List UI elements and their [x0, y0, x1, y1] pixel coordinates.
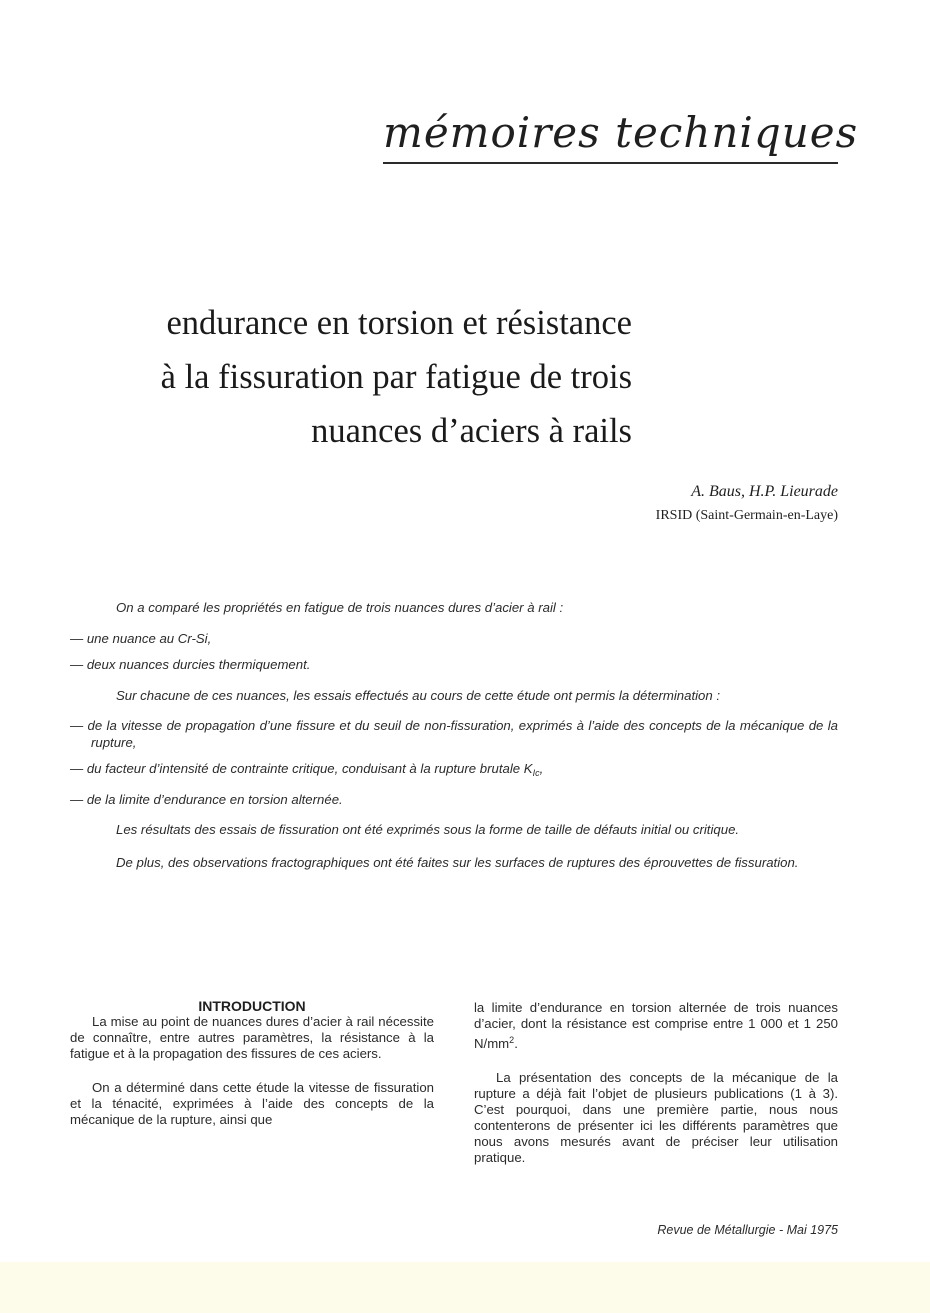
- abstract-paragraph-2: Sur chacune de ces nuances, les essais effectués au cours de cette étude ont permis la détermination :: [116, 687, 721, 703]
- intro-paragraph-1: La mise au point de nuances dures d’acier à rail nécessite de connaître, entre autres paramètres, la résistance à la fatigue et à la propagation des fissures de ces aciers.: [70, 1014, 434, 1061]
- abstract: [70, 600, 838, 871]
- author-names: A. Baus, H.P. Lieurade: [691, 483, 838, 500]
- left-column: [70, 998, 434, 1128]
- abstract-list-item: — une nuance au Cr-Si,: [70, 630, 212, 646]
- journal-footer: Revue de Métallurgie - Mai 1975: [657, 1223, 838, 1237]
- title-line-3: nuances d’aciers à rails: [311, 412, 632, 450]
- intro-paragraph-2: On a déterminé dans cette étude la vitesse de fissuration et la ténacité, exprimées à l’aide des concepts de la mécanique de la rupture, ainsi que: [70, 1080, 434, 1127]
- abstract-paragraph-1: On a comparé les propriétés en fatigue de trois nuances dures d’acier à rail :: [116, 600, 564, 615]
- abstract-paragraph-3: Les résultats des essais de fissuration ont été exprimés sous la forme de taille de défauts initial ou critique.: [116, 822, 740, 837]
- mm-squared-superscript: 2: [509, 1035, 515, 1045]
- page-bottom-tint: [0, 1262, 930, 1313]
- intro-paragraph-4: La présentation des concepts de la mécanique de la rupture a déjà fait l’objet de plusieurs publications (1 à 3). C’est pourquoi, dans une première partie, nous nous contenterons de présenter ici les différents paramètres que nous avons mesurés avant de préciser leur utilisation pratique.: [474, 1070, 838, 1165]
- title-line-2: à la fissuration par fatigue de trois: [160, 358, 632, 396]
- right-column: [474, 1000, 838, 1166]
- author-block: [500, 480, 838, 528]
- intro-paragraph-3: [474, 1000, 838, 1052]
- section-rubric: mémoires techniques: [383, 104, 838, 164]
- title-line-1: endurance en torsion et résistance: [166, 304, 632, 342]
- abstract-list-item: — de la limite d’endurance en torsion alternée.: [70, 791, 343, 807]
- abstract-list-end: ,: [539, 761, 544, 776]
- kic-subscript: Ic: [532, 768, 540, 778]
- article-title: [60, 296, 632, 458]
- author-affiliation: IRSID (Saint-Germain-en-Laye): [655, 508, 838, 523]
- abstract-list-item: — de la vitesse de propagation d’une fissure et du seuil de non-fissuration, exprimés à l’aide des concepts de la mécanique de la rupture,: [70, 718, 838, 750]
- intro-paragraph-3-end: .: [514, 1036, 518, 1051]
- section-heading-introduction: INTRODUCTION: [198, 998, 306, 1014]
- abstract-list-item: [70, 761, 838, 782]
- abstract-paragraph-4: De plus, des observations fractographiques ont été faites sur les surfaces de ruptures des éprouvettes de fissuration.: [116, 854, 799, 870]
- intro-paragraph-3-text: la limite d’endurance en torsion alternée de trois nuances d’acier, dont la résistance est comprise entre 1 000 et 1 250 N/mm: [474, 1000, 838, 1051]
- abstract-list-text: — du facteur d’intensité de contrainte critique, conduisant à la rupture brutale K: [70, 761, 533, 776]
- abstract-list-item: — deux nuances durcies thermiquement.: [70, 657, 311, 672]
